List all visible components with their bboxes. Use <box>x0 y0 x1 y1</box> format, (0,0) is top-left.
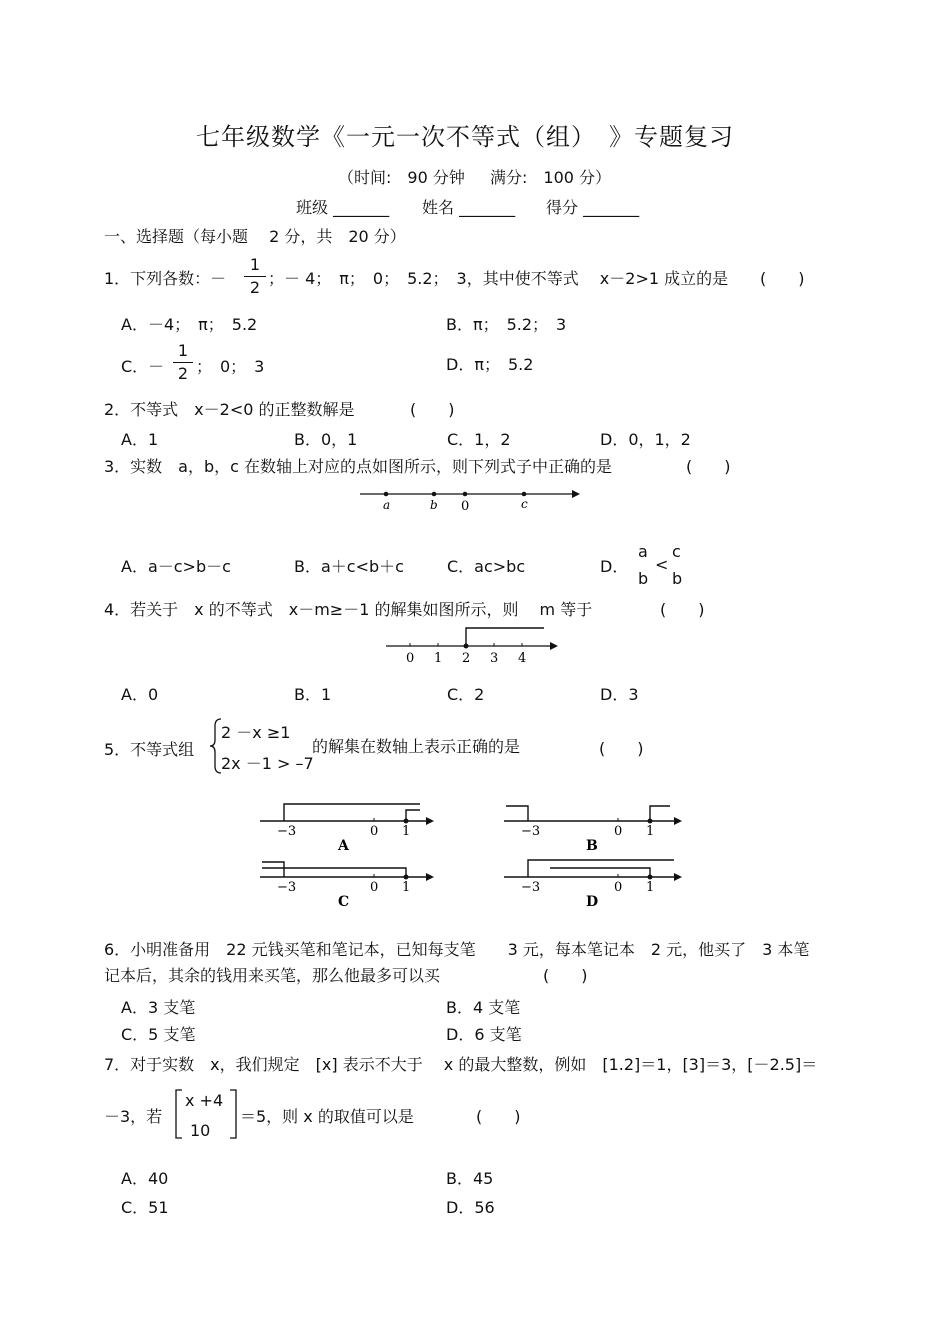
exam-time: （时间: 90 分钟 <box>338 168 465 187</box>
q2-answer-paren[interactable]: ( ) <box>410 400 455 419</box>
axis-label-c: c <box>521 497 528 511</box>
axis-label-b: b <box>430 498 438 512</box>
q6-option-b[interactable]: B．4 支笔 <box>446 998 521 1017</box>
tick-label: −3 <box>277 824 297 839</box>
q4-tick-0: 0 <box>406 651 415 666</box>
q4-tick-3: 3 <box>490 651 499 666</box>
figure-label-a: A <box>338 838 349 852</box>
q4-number-line <box>384 622 564 668</box>
q1-frac-num: 1 <box>249 255 261 274</box>
page-title: 七年级数学《一元一次不等式（组） 》专题复习 <box>196 123 734 151</box>
section-heading: 一、选择题（每小题 2 分，共 20 分） <box>104 227 406 246</box>
tick-label: 0 <box>370 880 379 895</box>
q5-figure-d[interactable] <box>502 856 688 910</box>
tick-label: −3 <box>521 824 541 839</box>
q3-number-line <box>358 484 584 514</box>
q4-tick-2: 2 <box>462 651 471 666</box>
q2-option-a[interactable]: A．1 <box>121 430 159 449</box>
q5-figure-a[interactable] <box>258 798 440 852</box>
q7-option-b[interactable]: B．45 <box>446 1169 494 1188</box>
q1-option-b[interactable]: B．π； 5.2； 3 <box>446 315 567 334</box>
q6-answer-paren[interactable]: ( ) <box>543 966 588 985</box>
q1-answer-paren[interactable]: ( ) <box>760 269 805 288</box>
q7-stem-line1: 7．对于实数 x，我们规定 [x] 表示不大于 x 的最大整数，例如 [1.2]＝1，[3]＝3，[－2.5]＝ <box>104 1055 818 1074</box>
tick-label: 1 <box>646 880 655 895</box>
q5-stem: 的解集在数轴上表示正确的是 <box>312 737 521 756</box>
name-field[interactable]: 姓名 _______ <box>422 198 516 217</box>
q3-d-bottom-left: b <box>638 569 649 588</box>
q2-stem: 2．不等式 x－2<0 的正整数解是 <box>104 400 355 419</box>
figure-label-d: D <box>586 894 599 910</box>
q5-figure-c[interactable] <box>258 856 440 910</box>
axis-label-a: a <box>383 498 391 512</box>
q2-option-b[interactable]: B．0，1 <box>294 430 358 449</box>
q6-option-c[interactable]: C．5 支笔 <box>121 1025 196 1044</box>
q1-option-a[interactable]: A．－4； π； 5.2 <box>121 315 258 334</box>
fraction-bar <box>244 276 266 277</box>
q1-prefix: 1．下列各数：－ <box>104 269 227 288</box>
q4-stem: 4．若关于 x 的不等式 x－m≥－1 的解集如图所示，则 m 等于 <box>104 600 593 619</box>
q7-stem-rest: ＝5，则 x 的取值可以是 <box>240 1107 414 1126</box>
fraction-bar <box>173 362 193 363</box>
q1-option-c-rest[interactable]: ； 0； 3 <box>196 357 265 376</box>
class-field[interactable]: 班级 _______ <box>296 198 390 217</box>
q4-tick-4: 4 <box>518 651 527 666</box>
q1-option-c-prefix[interactable]: C．－ <box>121 357 165 376</box>
tick-label: 0 <box>614 880 623 895</box>
q1-c-frac-num: 1 <box>177 341 189 360</box>
q2-option-c[interactable]: C．1，2 <box>447 430 511 449</box>
q1-option-c-fraction <box>173 342 193 383</box>
q1-stem: ；－ 4； π； 0； 5.2； 3，其中使不等式 x－2>1 成立的是 <box>268 269 729 288</box>
q7-answer-paren[interactable]: ( ) <box>476 1107 521 1126</box>
q3-answer-paren[interactable]: ( ) <box>686 457 731 476</box>
q2-option-d[interactable]: D．0，1，2 <box>600 430 691 449</box>
q7-prefix: －3，若 <box>104 1107 163 1126</box>
q4-option-c[interactable]: C．2 <box>447 685 485 704</box>
q1-frac-den: 2 <box>249 278 261 297</box>
q3-option-a[interactable]: A．a－c>b－c <box>121 557 231 576</box>
q1-c-frac-den: 2 <box>177 364 189 383</box>
q6-option-d[interactable]: D．6 支笔 <box>446 1025 522 1044</box>
tick-label: 1 <box>646 824 655 839</box>
q7-option-c[interactable]: C．51 <box>121 1198 169 1217</box>
q3-d-bottom-right: b <box>672 569 683 588</box>
tick-label: −3 <box>521 880 541 895</box>
q4-option-b[interactable]: B．1 <box>294 685 332 704</box>
q5-inequality-2: 2x －1 > –7 <box>221 754 314 773</box>
q7-numerator: x +4 <box>185 1091 224 1110</box>
q3-option-c[interactable]: C．ac>bc <box>447 557 526 576</box>
q3-option-b[interactable]: B．a＋c<b＋c <box>294 557 404 576</box>
tick-label: −3 <box>277 880 297 895</box>
q5-answer-paren[interactable]: ( ) <box>599 739 644 758</box>
figure-label-b: B <box>586 838 598 852</box>
tick-label: 1 <box>402 824 411 839</box>
q5-prefix: 5．不等式组 <box>104 740 195 759</box>
score-field[interactable]: 得分 _______ <box>546 198 640 217</box>
q7-option-d[interactable]: D．56 <box>446 1198 495 1217</box>
q4-tick-1: 1 <box>434 651 443 666</box>
q6-stem-line2: 记本后，其余的钱用来买笔，那么他最多可以买 <box>104 966 441 985</box>
q6-option-a[interactable]: A．3 支笔 <box>121 998 196 1017</box>
q3-d-top-left: a <box>638 542 648 561</box>
q3-stem: 3．实数 a，b，c 在数轴上对应的点如图所示，则下列式子中正确的是 <box>104 457 613 476</box>
q4-answer-paren[interactable]: ( ) <box>660 600 705 619</box>
q1-option-d[interactable]: D．π； 5.2 <box>446 355 534 374</box>
q4-option-a[interactable]: A．0 <box>121 685 159 704</box>
tick-label: 0 <box>614 824 623 839</box>
q4-option-d[interactable]: D．3 <box>600 685 639 704</box>
tick-label: 0 <box>370 824 379 839</box>
axis-label-zero: 0 <box>461 499 470 514</box>
q5-figure-b[interactable] <box>502 798 688 852</box>
q5-inequality-1: 2 －x ≥1 <box>221 723 291 742</box>
exam-full-score: 满分: 100 分） <box>490 168 612 187</box>
tick-label: 1 <box>402 880 411 895</box>
q3-option-d[interactable]: D． <box>600 557 629 576</box>
q7-option-a[interactable]: A．40 <box>121 1169 169 1188</box>
q6-stem-line1: 6．小明准备用 22 元钱买笔和笔记本，已知每支笔 3 元，每本笔记本 2 元，他买了 3 本笔 <box>104 940 810 959</box>
figure-label-c: C <box>338 894 350 910</box>
q7-denominator: 10 <box>190 1121 211 1140</box>
q3-d-operator: < <box>655 555 669 574</box>
q1-fraction <box>244 256 266 297</box>
q3-d-top-right: c <box>672 542 681 561</box>
